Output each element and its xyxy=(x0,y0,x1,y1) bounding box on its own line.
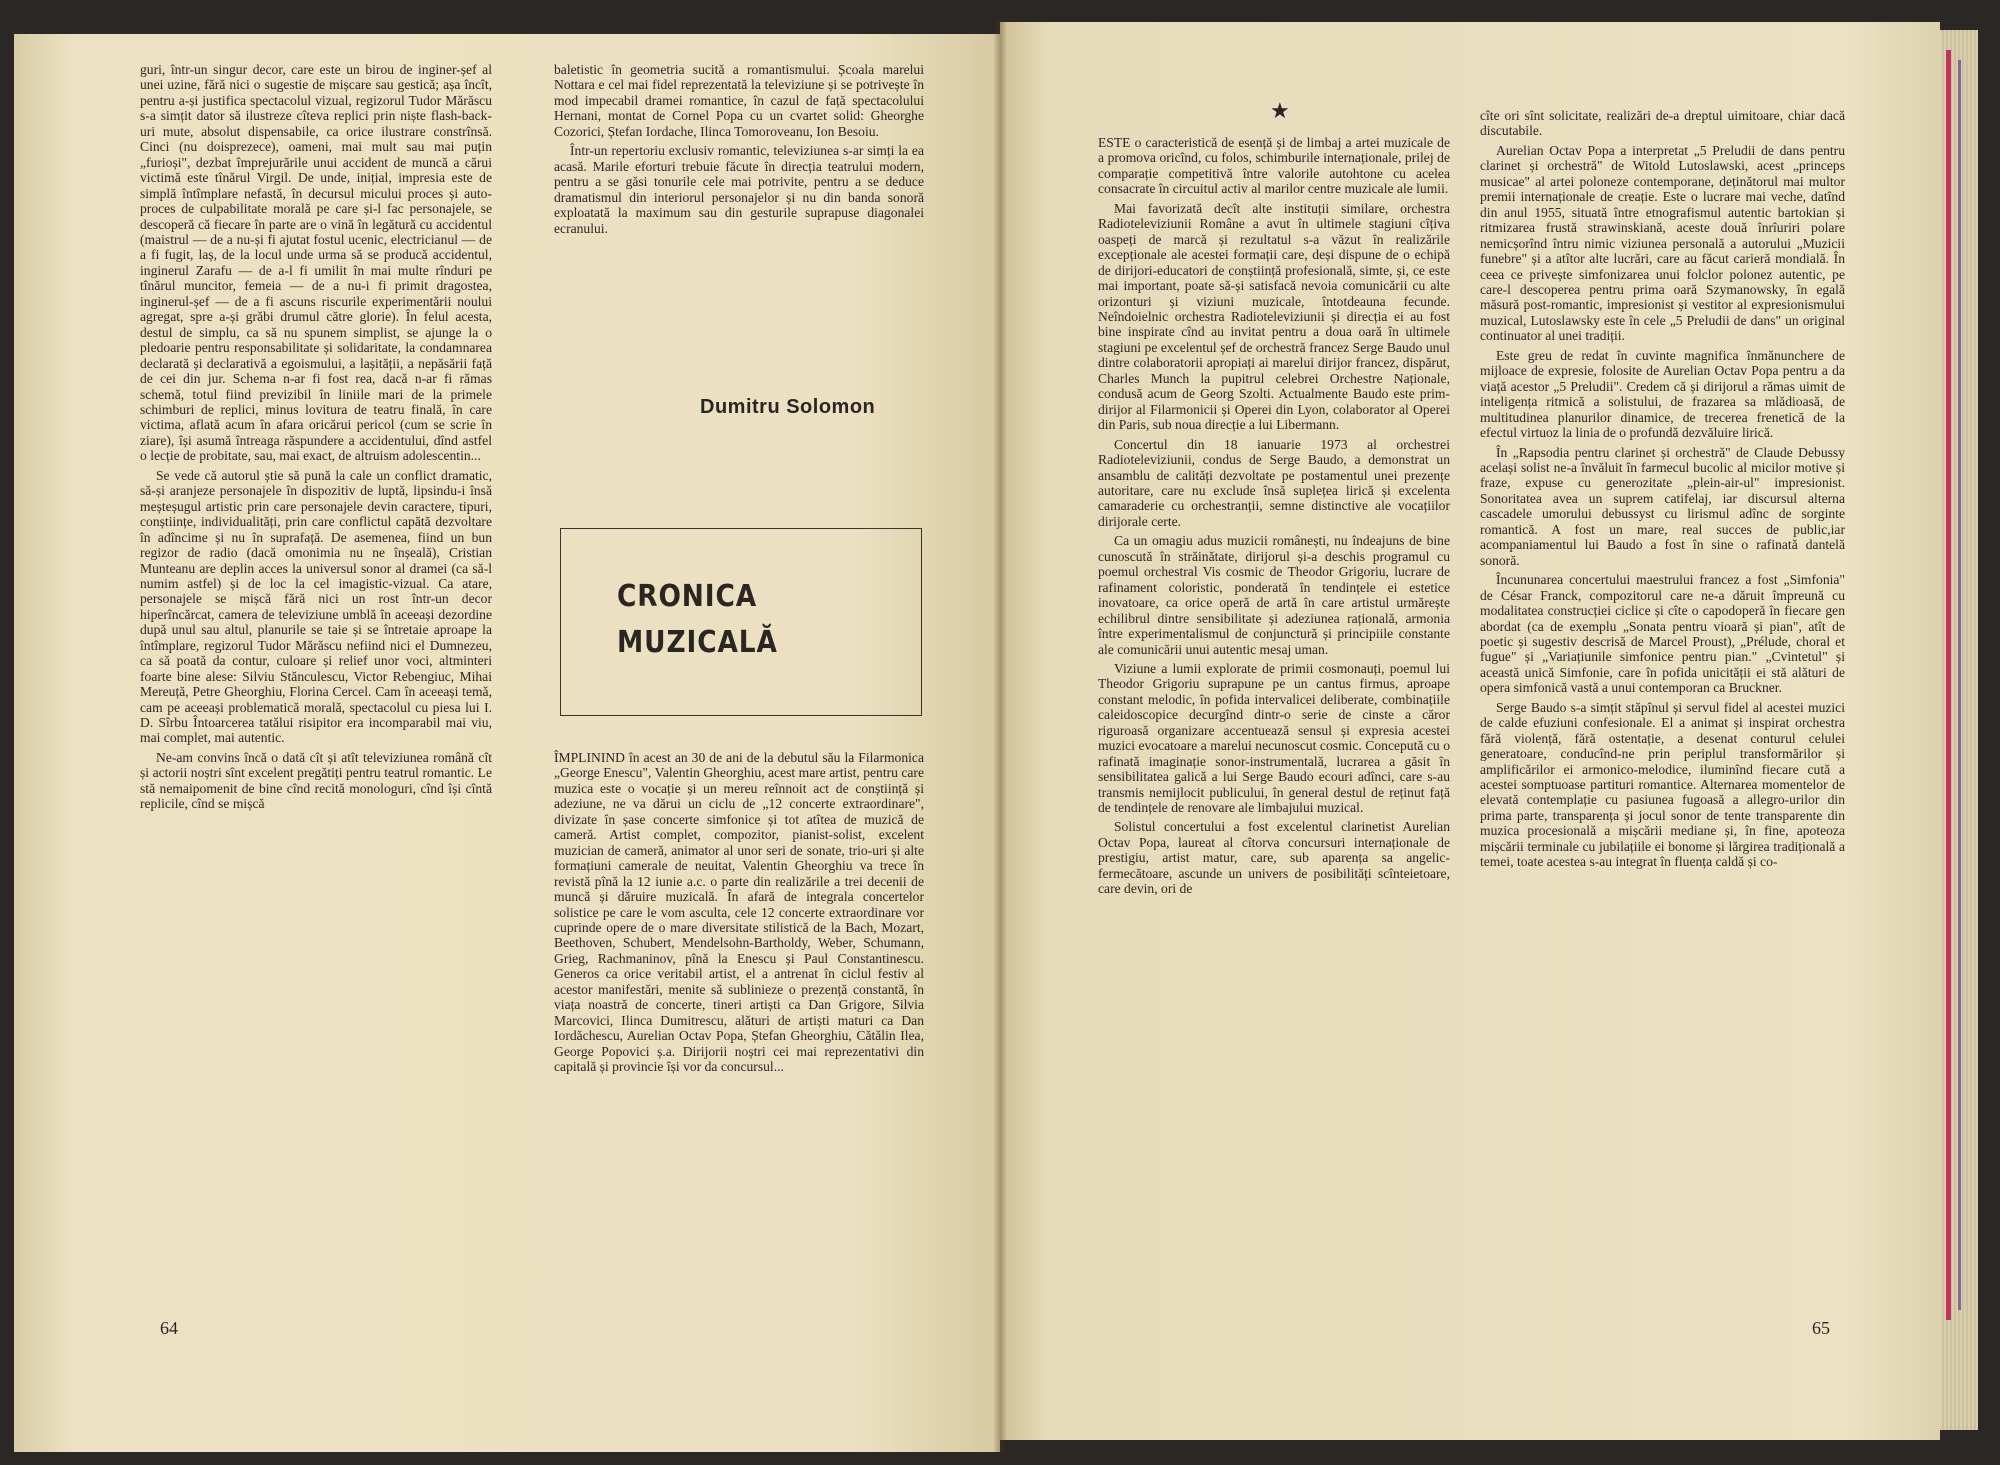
paragraph: Se vede că autorul știe să pună la cale un conflict dramatic, să-și aranjeze personajele în dispozitiv de luptă, lipsindu-i însă meșteșugul artistic prin care personajele devin caractere, tipuri, conștiințe, individualități, prin care conflictul capătă dezvoltare în adîncime și nu în suprafață. De asemenea, fiind un bun regizor de radio (dacă omonimia nu ne înșeală), Cristian Munteanu are deplin acces la universul sonor al dramei (ca să-l numim astfel) și de loc la cel imagistic-vizual. Ca atare, personajele se mișcă fără nici un rost într-un decor hiperîncărcat, camera de televiziune umblă în aceeași dezordine după unul sau altul, planurile se taie și se întretaie aproape la întîmplare, regizorul Tudor Mărăscu nefiind nici el Dumnezeu, ca să poată da contur, culoare și relief unor voci, altminteri foarte bine alese: Silviu Stănculescu, Victor Rebengiuc, Mihai Mereuță, Petre Gheorghiu, Florina Cercel. Cam în aceeași temă, cam pe aceeași problematică morală, spectacolul cu piesa lui I. D. Sîrbu Întoarcerea tatălui risipitor era incomparabil mai viu, mai complet, mai autentic. xyxy=(140,467,492,746)
left-column-1 xyxy=(140,62,492,816)
paragraph: Încununarea concertului maestrului francez a fost „Simfonia" de César Franck, compozitorul care ne-a dăruit împreună cu modalitatea construcției ciclice și cîte o capodoperă în fiecare gen abordat (ca de exemplu „Sonata pentru vioară și pian", atît de poetic și sugestiv descrisă de Marcel Proust), „Prélude, choral et fugue" și „Variațiunile simfonice pentru pian." „Cvintetul" și această unică Simfonie, care în pofida unicității ei stă alături de opera simfonică vastă a unui contemporan ca Bruckner. xyxy=(1480,572,1845,696)
paragraph: Serge Baudo s-a simțit stăpînul și servul fidel al acestei muzici de calde efuziuni confesionale. El a animat și inspirat orchestra fără violență, fără ostentație, a desenat conturul celulei generatoare, conducînd-ne prin periplul transformărilor și amplificărilor ei armonico-melodice, iluminînd fiecare cută a acestei somptuoase partituri romantice. Alternarea momentelor de elevată contemplație cu pasiunea fugoasă a allegro-urilor din prima parte, transparența și jocul sonor de tente transparente din muzica procesională a mișcării mediane și, în fine, apoteoza mișcării terminale cu jubilațiile ei bonome și lărgirea tradițională a temei, toate acestea s-au integrat în fluența caldă și co- xyxy=(1480,699,1845,870)
bookmark-ribbon xyxy=(1946,50,1951,1320)
paragraph: Concertul din 18 ianuarie 1973 al orchestrei Radioteleviziunii, condus de Serge Baudo, a demonstrat un ansamblu de calități dezvoltate pe postamentul unei prezențe autoritare, care nu exclude însă suplețea lirică și excelenta camaraderie cu orchestranții, semne distinctive ale vocațiilor dirijorale certe. xyxy=(1098,436,1450,529)
bookmark-ribbon-secondary xyxy=(1958,60,1961,1310)
star-ornament: ★ xyxy=(1270,98,1290,123)
paragraph: ÎMPLININD în acest an 30 de ani de la debutul său la Filarmonica „George Enescu", Valentin Gheorghiu, acest mare artist, pentru care muzica este o vocație și un mereu reînnoit act de conștiință și adeziune, ne va dărui un ciclu de „12 concerte extraordinare", divizate în șase concerte simfonice și tot atîtea de muzică de cameră. Artist complet, compozitor, pianist-solist, excelent muzician de cameră, animator al unor seri de sonate, trio-uri și alte formațiuni camerale de neuitat, Valentin Gheorghiu va trece în revistă pînă la 12 iunie a.c. o parte din realizările a trei decenii de muncă și dăruire muzicală. În afară de integrala concertelor solistice pe care le vom asculta, cele 12 concerte extraordinare vor cuprinde opere de o mare diversitate stilistică de la Bach, Mozart, Beethoven, Schubert, Mendelsohn-Bartholdy, Weber, Schumann, Grieg, Rachmaninov, pînă la Enescu și Paul Constantinescu. Generos ca orice veritabil artist, el a antrenat în ciclul festiv al acestor manifestări, menite să sublinieze o prezență constantă, în viața noastră de concerte, tineri artiști ca Dan Grigore, Silvia Marcovici, Ilinca Dumitrescu, alături de artiști maturi ca Dan Iordăchescu, Aurelian Octav Popa, Ștefan Gheorghiu, Cătălin Ilea, George Popovici ș.a. Dirijorii noștri cei mai reprezentativi din capitală și provincie își vor da concursul... xyxy=(554,750,924,1075)
paragraph: Este greu de redat în cuvinte magnifica înmănunchere de mijloace de expresie, folosite de Aurelian Octav Popa pentru a da viață acestor „5 Preludii". Credem că și dirijorul a rămas uimit de inteligența ritmică a solistului, de frazarea sa mlădioasă, de multitudinea planurilor dinamice, de trecerea frenetică de la efectul virtuoz la linia de o profundă dezvăluire lirică. xyxy=(1480,347,1845,441)
paragraph: ESTE o caracteristică de esență și de limbaj a artei muzicale de a promova oricînd, cu folos, schimburile internaționale, prilej de comparație competitivă între valorile autohtone cu acelea consacrate în circuitul activ al marilor centre muzicale ale lumii. xyxy=(1098,135,1450,197)
right-column-2 xyxy=(1480,108,1845,874)
paragraph: baletistic în geometria sucită a romantismului. Școala marelui Nottara e cel mai fidel reprezentată la televiziune și se potrivește în mod impecabil dramei romantice, în cazul de față spectacolului Hernani, montat de Cornel Popa cu un cvartet solid: Gheorghe Cozorici, Ștefan Iordache, Ilinca Tomoroveanu, Ion Besoiu. xyxy=(554,62,924,139)
page-number-right: 65 xyxy=(1812,1318,1830,1338)
paragraph: Ca un omagiu adus muzicii românești, nu îndeajuns de bine cunoscută în străinătate, dirijorul și-a deschis programul cu poemul orchestral Vis cosmic de Theodor Grigoriu, lucrare de rafinament coloristic, ponderată în tendințele ei estetice inovatoare, ca orice operă de artă în care artistul urmărește echilibrul dintre sensibilitate și adeziunea rațională, armonia între experimentalismul de conjunctură și principiile constante ale comunicării unui autentic mesaj uman. xyxy=(1098,533,1450,657)
paragraph: guri, într-un singur decor, care este un birou de inginer-șef al unei uzine, fără nici o sugestie de mișcare sau gestică; așa încît, pentru a-și justifica spectacolul vizual, regizorul Tudor Mărăscu s-a simțit dator să ilustreze cîteva replici prin niște flash-back-uri mute, absolut dispensabile, ca orice ilustrare constrînsă. Cinci (nu doisprezece), oameni, mai mult sau mai puțin „furioși", dezbat împrejurările unui accident de muncă a cărui victimă este tînărul Virgil. De unde, inițial, impresia este de simplă întîmplare nefastă, în decursul micului proces și auto-proces de culpabilitate morală pe care și-l fac personajele, se descoperă că fiecare în parte are o vină în legătură cu accidentul (maistrul — de a nu-și fi ajutat fostul ucenic, electricianul — de a fi fugit, laș, de la locul unde urma să se producă accidentul, inginerul Zarafu — de a-l fi umilit în mai multe rînduri pe tînărul muncitor, femeia — de a nu-i fi primit dragostea, inginerul-șef — de a fi ascuns riscurile experimentării noului agregat, spre a-și grăbi drumul către glorie). În felul acesta, destul de simplu, ca să nu spunem simplist, se ajunge la o pledoarie pentru responsabilitate și solidaritate, la condamnarea declarată și declarativă a egoismului, a lașității, a nepăsării față de cei din jur. Schema n-ar fi fost rea, dacă n-ar fi rămas schemă, totul fiind previzibil în liniile mari de la primele schimburi de replici, minus lovitura de teatru finală, în care victima, aflată acum în afara oricărui pericol (cum se scrie în ziare), își asumă întreaga răspundere a accidentului, dînd astfel o lecție de probitate, sau, mai exact, de altruism adolescentin... xyxy=(140,62,492,464)
section-title-line-1: CRONICA xyxy=(617,579,758,614)
paragraph: Viziune a lumii explorate de primii cosmonauți, poemul lui Theodor Grigoriu suprapune pe un cantus firmus, aproape constant melodic, în pofida intervalicei deliberate, combinațiile caleidoscopice decurgînd dintr-o serie de cinste a căror riguroasă organizare accentuează sensul și expresia acestei muzici evocatoare a marelui necunoscut cosmic. Concepută cu o rafinată imaginație sonor-instrumentală, lucrarea a găsit în sensibilitatea galică a lui Serge Baudo ecouri adînci, care s-au transmis nemijlocit publicului, în general destul de reținut față de tendințele de renovare ale limbajului muzical. xyxy=(1098,660,1450,816)
paragraph: cîte ori sînt solicitate, realizări de-a dreptul uimitoare, chiar dacă discutabile. xyxy=(1480,108,1845,139)
page-number-left: 64 xyxy=(160,1318,178,1338)
paragraph: Solistul concertului a fost excelentul clarinetist Aurelian Octav Popa, laureat al cîtorva concursuri internaționale de prestigiu, artist matur, care, sub aparența sa angelic-fermecătoare, ascunde un univers de posibilități scînteietoare, care devin, ori de xyxy=(1098,819,1450,897)
paragraph: În „Rapsodia pentru clarinet și orchestră" de Claude Debussy același solist ne-a învăluit în farmecul bucolic al micilor motive și fraze, expuse cu generozitate „plein-air-ul" impresionist. Sonoritatea avea un suprem catifelaj, iar discursul alterna cascadele umorului debussyst cu lirismul adînc de sorginte romantică. A fost un mare, real succes de public,iar acompaniamentul lui Baudo a fost în sine o rafinată dantelă sonoră. xyxy=(1480,444,1845,568)
book-gutter xyxy=(993,22,1007,1452)
paragraph: Într-un repertoriu exclusiv romantic, televiziunea s-ar simți la ea acasă. Marile eforturi trebuie făcute în direcția teatrului modern, pentru a se găsi tonurile cele mai potrivite, pentru a se deduce dramatismul din interiorul personajelor și nu din banda sonoră exploatată la maximum sau din gesturile suprapuse diagonalei ecranului. xyxy=(554,143,924,236)
left-column-2 xyxy=(554,62,924,240)
left-column-3 xyxy=(554,750,924,1079)
section-title-box xyxy=(560,528,922,716)
paragraph: Ne-am convins încă o dată cît și atît televiziunea română cît și actorii noștri sînt excelent pregătiți pentru teatrul romantic. Le stă nemaipomenit de bine cînd recită monologuri, cînd își cîntă replicile, cînd se mișcă xyxy=(140,749,492,812)
section-title-line-2: MUZICALĂ xyxy=(617,625,778,660)
paragraph: Aurelian Octav Popa a interpretat „5 Preludii de dans pentru clarinet și orchestră" de Witold Lutoslawski, acest „princeps musicae" al artei poloneze contemporane, deținătorul mai multor premii internaționale de creație. Este o lucrare mai veche, datînd din anul 1955, situată între etnografismul autentic bartokian și ritmizarea frustă strawinskiană, aceste două înrîuriri polare nemicșorînd întru nimic viziunea personală a autorului „Muzicii funebre" și a atîtor alte lucrări, care au făcut carieră mondială. În ceea ce privește simfonizarea unui folclor polonez autentic, pe care-l descoperea pentru prima oară Szymanowsky, în egală măsură post-romantic, impresionist și vestitor al expresionismului muzical, Lutoslawsky este în cele „5 Preludii de dans" un original continuator al unei tradiții. xyxy=(1480,142,1845,344)
paragraph: Mai favorizată decît alte instituții similare, orchestra Radioteleviziunii Române a avut în ultimele stagiuni cîțiva oaspeți de marcă și rezultatul s-a văzut în realizările excepționale ale acestei formații care, deși dispune de o echipă de dirijori-educatori de conștiință profesională, simte, și, ce este mai important, poate să-și satisfacă nevoia comunicării cu alte orizonturi și viziuni muzicale, întotdeauna fecunde. Neîndoielnic orchestra Radioteleviziunii și direcția ei au fost bine inspirate cînd au invitat pentru a doua oară în ultimele stagiuni pe excelentul șef de orchestră francez Serge Baudo unul dintre colaboratorii apropiați ai marelui dirijor francez, dispărut, Charles Munch la pupitrul celebrei Orchestre Naționale, condusă acum de Georg Szolti. Actualmente Baudo este prim-dirijor al Filarmonicii și Operei din Lyon, colaborator al Operei din Paris, sub noua direcție a lui Libermann. xyxy=(1098,200,1450,433)
article-author: Dumitru Solomon xyxy=(700,396,876,418)
right-column-1 xyxy=(1098,135,1450,901)
